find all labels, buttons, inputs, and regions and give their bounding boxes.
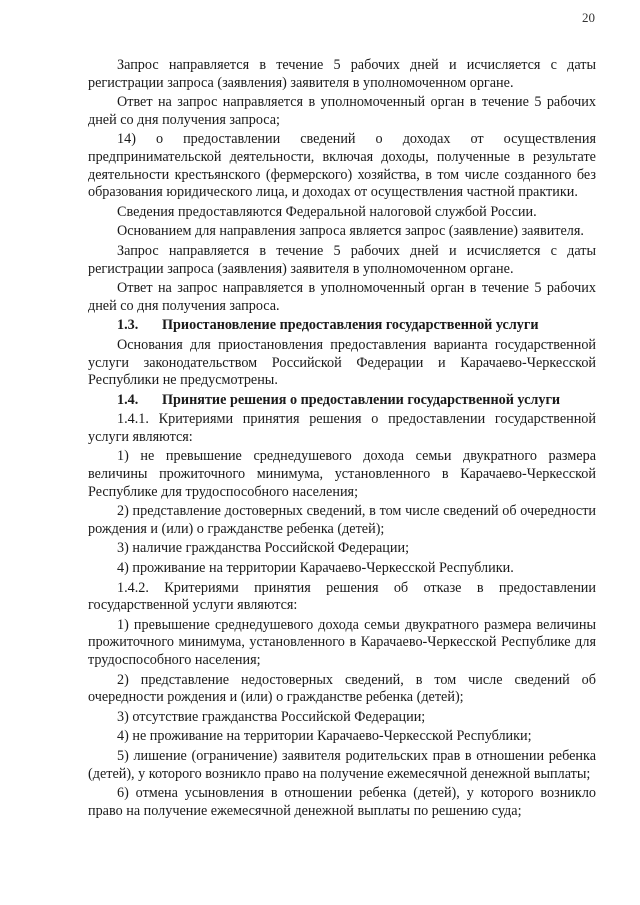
section-title: Приостановление предоставления государственной услуги [162, 317, 539, 334]
paragraph: 1.4.2. Критериями принятия решения об отказе в предоставлении государственной услуги являются: [88, 579, 600, 614]
paragraph: Сведения предоставляются Федеральной налоговой службой России. [117, 203, 537, 220]
paragraph: Запрос направляется в течение 5 рабочих дней и исчисляется с даты регистрации запроса (заявления) заявителя в уполномоченном органе. [88, 242, 600, 277]
paragraph: 6) отмена усыновления в отношении ребенка (детей), у которого возникло право на получение ежемесячной денежной выплаты по решению суда; [88, 785, 600, 819]
paragraph: 3) отсутствие гражданства Российской Федерации; [117, 708, 426, 725]
paragraph: Ответ на запрос направляется в уполномоченный орган в течение 5 рабочих дней со дня получения запроса; [88, 94, 600, 128]
paragraph: 14) о предоставлении сведений о доходах от осуществления предпринимательской деятельности, включая доходы, полученные в результате деятельности крестьянского (фермерского) хозяйства, в том числе созданного без образования юридического лица, и доходах от осуществления частной практики. [88, 131, 600, 201]
paragraph: 5) лишение (ограничение) заявителя родительских прав в отношении ребенка (детей), у которого возникло право на получение ежемесячной денежной выплаты; [88, 747, 600, 782]
paragraph: 1) превышение среднедушевого дохода семьи двукратного размера величины прожиточного минимума, установленного в Карачаево-Черкесской Республике для трудоспособного населения; [88, 616, 600, 668]
paragraph: 1.4.1. Критериями принятия решения о предоставлении государственной услуги являются: [88, 411, 600, 445]
section-number: 1.4. [117, 391, 139, 408]
paragraph: Основания для приостановления предоставления варианта государственной услуги законодательством Российской Федерации и Карачаево-Черкесской Республики не предусмотрены. [88, 336, 600, 389]
paragraph: 1) не превышение среднедушевого дохода семьи двукратного размера величины прожиточного минимума, установленного в Карачаево-Черкесской Республике для трудоспособного населения; [88, 448, 600, 500]
document-body [88, 57, 600, 822]
section-heading [88, 392, 596, 410]
paragraph: 4) проживание на территории Карачаево-Черкесской Республики. [117, 560, 514, 577]
section-number: 1.3. [117, 317, 139, 334]
paragraph: Ответ на запрос направляется в уполномоченный орган в течение 5 рабочих дней со дня получения запроса. [88, 280, 600, 314]
section-title: Принятие решения о предоставлении государственной услуги [162, 391, 561, 408]
page-number: 20 [582, 10, 595, 25]
paragraph: 4) не проживание на территории Карачаево-Черкесской Республики; [117, 728, 532, 745]
paragraph: 3) наличие гражданства Российской Федерации; [117, 540, 410, 557]
paragraph: 2) представление недостоверных сведений, в том числе сведений об очередности рождения и (или) о гражданстве ребенка (детей); [88, 671, 600, 706]
paragraph: Запрос направляется в течение 5 рабочих дней и исчисляется с даты регистрации запроса (заявления) заявителя в уполномоченном органе. [88, 57, 600, 91]
section-heading [88, 317, 596, 335]
paragraph: 2) представление достоверных сведений, в том числе сведений об очередности рождения и (или) о гражданстве ребенка (детей); [88, 503, 600, 537]
paragraph: Основанием для направления запроса является запрос (заявление) заявителя. [117, 223, 584, 240]
